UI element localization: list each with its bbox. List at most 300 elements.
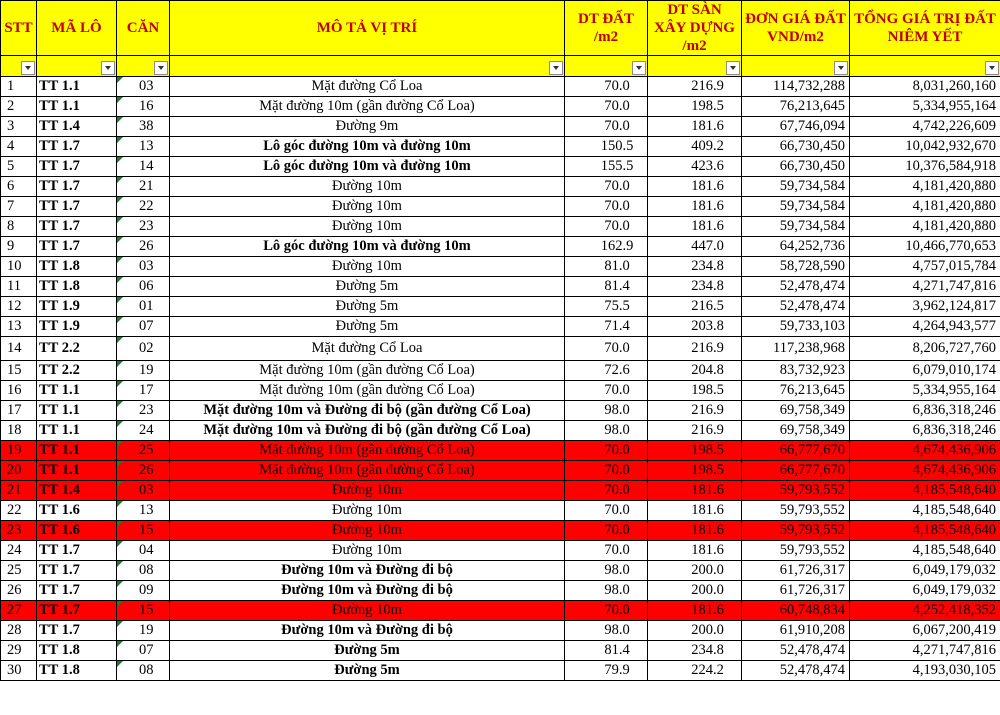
row-don-gia[interactable]: 59,734,584 (742, 217, 850, 237)
row-stt[interactable]: 27 (1, 601, 37, 621)
row-don-gia[interactable]: 59,734,584 (742, 177, 850, 197)
row-tong-gia[interactable]: 6,836,318,246 (850, 401, 1000, 421)
row-tong-gia[interactable]: 4,674,436,906 (850, 461, 1000, 481)
row-mo-ta[interactable]: Lô góc đường 10m và đường 10m (170, 237, 565, 257)
row-ma-lo[interactable]: TT 1.7 (37, 541, 117, 561)
filter-row (1, 56, 1000, 77)
row-ma-lo[interactable]: TT 1.8 (37, 277, 117, 297)
table-row (1, 97, 1000, 117)
table-row (1, 337, 1000, 361)
row-dt-san[interactable]: 423.6 (648, 157, 742, 177)
row-dt-dat[interactable]: 98.0 (565, 561, 648, 581)
row-ma-lo[interactable]: TT 1.7 (37, 197, 117, 217)
row-mo-ta[interactable]: Đường 5m (170, 297, 565, 317)
row-mo-ta[interactable]: Đường 5m (170, 277, 565, 297)
row-dt-dat[interactable]: 81.4 (565, 277, 648, 297)
row-dt-san[interactable]: 198.5 (648, 461, 742, 481)
row-stt[interactable]: 16 (1, 381, 37, 401)
row-tong-gia[interactable]: 4,185,548,640 (850, 481, 1000, 501)
row-tong-gia[interactable]: 6,079,010,174 (850, 361, 1000, 381)
row-can[interactable] (117, 361, 170, 381)
row-can-value: 09 (139, 582, 154, 598)
row-tong-gia[interactable]: 10,466,770,653 (850, 237, 1000, 257)
row-dt-dat[interactable]: 162.9 (565, 237, 648, 257)
row-ma-lo[interactable]: TT 1.8 (37, 641, 117, 661)
row-dt-dat[interactable]: 150.5 (565, 137, 648, 157)
row-dt-dat[interactable]: 98.0 (565, 621, 648, 641)
row-dt-san[interactable]: 181.6 (648, 117, 742, 137)
row-tong-gia[interactable]: 10,042,932,670 (850, 137, 1000, 157)
row-dt-dat[interactable]: 70.0 (565, 461, 648, 481)
row-ma-lo[interactable]: TT 1.4 (37, 481, 117, 501)
row-stt[interactable]: 29 (1, 641, 37, 661)
row-can[interactable] (117, 381, 170, 401)
row-mo-ta[interactable]: Đường 10m (170, 177, 565, 197)
row-tong-gia[interactable]: 4,181,420,880 (850, 217, 1000, 237)
row-can-value: 07 (139, 318, 154, 334)
row-ma-lo[interactable]: TT 1.9 (37, 297, 117, 317)
row-dt-san[interactable]: 181.6 (648, 601, 742, 621)
table-row (1, 217, 1000, 237)
row-don-gia[interactable]: 59,733,103 (742, 317, 850, 337)
row-don-gia[interactable]: 76,213,645 (742, 97, 850, 117)
row-dt-san[interactable]: 198.5 (648, 441, 742, 461)
row-stt[interactable]: 30 (1, 661, 37, 681)
comment-marker-icon (117, 257, 123, 263)
row-ma-lo[interactable]: TT 1.4 (37, 117, 117, 137)
row-can[interactable] (117, 581, 170, 601)
row-can-value: 08 (139, 562, 154, 578)
row-tong-gia[interactable]: 4,271,747,816 (850, 277, 1000, 297)
row-dt-san[interactable]: 216.9 (648, 421, 742, 441)
row-stt[interactable]: 18 (1, 421, 37, 441)
row-dt-dat[interactable]: 70.0 (565, 117, 648, 137)
row-dt-san[interactable]: 216.5 (648, 297, 742, 317)
row-don-gia[interactable]: 61,910,208 (742, 621, 850, 641)
filter-dropdown-icon[interactable] (985, 61, 999, 75)
row-don-gia[interactable]: 61,726,317 (742, 561, 850, 581)
row-can-value: 23 (139, 218, 154, 234)
row-dt-san[interactable]: 200.0 (648, 581, 742, 601)
header-row (1, 1, 1000, 56)
row-can[interactable] (117, 441, 170, 461)
row-tong-gia[interactable]: 4,193,030,105 (850, 661, 1000, 681)
row-tong-gia[interactable]: 8,206,727,760 (850, 337, 1000, 361)
row-mo-ta[interactable]: Đường 10m và Đường đi bộ (170, 621, 565, 641)
row-can[interactable] (117, 621, 170, 641)
row-can[interactable] (117, 337, 170, 361)
row-ma-lo[interactable]: TT 2.2 (37, 361, 117, 381)
row-stt[interactable]: 17 (1, 401, 37, 421)
row-can[interactable] (117, 401, 170, 421)
header-ma-lo: MÃ LÔ (37, 1, 117, 56)
row-dt-dat[interactable]: 70.0 (565, 601, 648, 621)
row-ma-lo[interactable]: TT 1.6 (37, 501, 117, 521)
row-ma-lo[interactable]: TT 1.7 (37, 157, 117, 177)
row-mo-ta[interactable]: Đường 5m (170, 317, 565, 337)
comment-marker-icon (117, 197, 123, 203)
row-dt-dat[interactable]: 81.0 (565, 257, 648, 277)
row-can[interactable] (117, 641, 170, 661)
row-tong-gia[interactable]: 4,181,420,880 (850, 177, 1000, 197)
comment-marker-icon (117, 297, 123, 303)
row-ma-lo[interactable]: TT 1.6 (37, 521, 117, 541)
comment-marker-icon (117, 581, 123, 587)
row-mo-ta[interactable]: Đường 5m (170, 641, 565, 661)
row-mo-ta[interactable]: Mặt đường 10m (gần đường Cổ Loa) (170, 441, 565, 461)
row-can[interactable] (117, 461, 170, 481)
row-tong-gia[interactable]: 6,049,179,032 (850, 561, 1000, 581)
row-dt-san[interactable]: 181.6 (648, 521, 742, 541)
row-can-value: 15 (139, 602, 154, 618)
row-dt-dat[interactable]: 70.0 (565, 197, 648, 217)
row-ma-lo[interactable]: TT 1.1 (37, 401, 117, 421)
row-tong-gia[interactable]: 5,334,955,164 (850, 381, 1000, 401)
row-mo-ta[interactable]: Mặt đường 10m (gần đường Cổ Loa) (170, 381, 565, 401)
row-stt[interactable]: 23 (1, 521, 37, 541)
row-can[interactable] (117, 157, 170, 177)
row-ma-lo[interactable]: TT 2.2 (37, 337, 117, 361)
row-can-value: 03 (139, 258, 154, 274)
row-stt[interactable]: 5 (1, 157, 37, 177)
table-row (1, 197, 1000, 217)
row-ma-lo[interactable]: TT 1.9 (37, 317, 117, 337)
table-row (1, 441, 1000, 461)
row-dt-dat[interactable]: 70.0 (565, 97, 648, 117)
row-stt[interactable]: 26 (1, 581, 37, 601)
row-dt-dat[interactable]: 98.0 (565, 401, 648, 421)
table-row (1, 541, 1000, 561)
row-stt[interactable]: 24 (1, 541, 37, 561)
row-tong-gia[interactable]: 10,376,584,918 (850, 157, 1000, 177)
row-can[interactable] (117, 257, 170, 277)
row-don-gia[interactable]: 52,478,474 (742, 297, 850, 317)
row-stt[interactable]: 22 (1, 501, 37, 521)
header-tong-gia: TỔNG GIÁ TRỊ ĐẤT NIÊM YẾT (850, 1, 1000, 56)
row-can-value: 26 (139, 238, 154, 254)
row-mo-ta[interactable]: Đường 10m và Đường đi bộ (170, 561, 565, 581)
row-dt-dat[interactable]: 155.5 (565, 157, 648, 177)
row-ma-lo[interactable]: TT 1.1 (37, 461, 117, 481)
row-dt-san[interactable]: 200.0 (648, 561, 742, 581)
row-can[interactable] (117, 521, 170, 541)
row-dt-san[interactable]: 181.6 (648, 481, 742, 501)
row-mo-ta[interactable]: Lô góc đường 10m và đường 10m (170, 157, 565, 177)
row-dt-dat[interactable]: 79.9 (565, 661, 648, 681)
comment-marker-icon (117, 337, 123, 343)
row-dt-san[interactable]: 181.6 (648, 541, 742, 561)
row-tong-gia[interactable]: 4,185,548,640 (850, 501, 1000, 521)
row-can-value: 17 (139, 382, 154, 398)
row-don-gia[interactable]: 61,726,317 (742, 581, 850, 601)
row-tong-gia[interactable]: 5,334,955,164 (850, 97, 1000, 117)
comment-marker-icon (117, 317, 123, 323)
row-dt-dat[interactable]: 70.0 (565, 337, 648, 361)
row-dt-san[interactable]: 181.6 (648, 217, 742, 237)
comment-marker-icon (117, 217, 123, 223)
row-don-gia[interactable]: 66,730,450 (742, 137, 850, 157)
row-tong-gia[interactable]: 4,271,747,816 (850, 641, 1000, 661)
row-stt[interactable]: 8 (1, 217, 37, 237)
row-ma-lo[interactable]: TT 1.8 (37, 661, 117, 681)
row-ma-lo[interactable]: TT 1.1 (37, 97, 117, 117)
row-don-gia[interactable]: 58,728,590 (742, 257, 850, 277)
row-mo-ta[interactable]: Đường 10m (170, 521, 565, 541)
row-mo-ta[interactable]: Đường 10m (170, 257, 565, 277)
filter-dropdown-icon[interactable] (101, 61, 115, 75)
row-ma-lo[interactable]: TT 1.7 (37, 621, 117, 641)
row-dt-dat[interactable]: 72.6 (565, 361, 648, 381)
row-stt[interactable]: 7 (1, 197, 37, 217)
filter-dropdown-icon[interactable] (549, 61, 563, 75)
row-stt[interactable]: 15 (1, 361, 37, 381)
row-can[interactable] (117, 177, 170, 197)
row-ma-lo[interactable]: TT 1.7 (37, 137, 117, 157)
row-don-gia[interactable]: 83,732,923 (742, 361, 850, 381)
row-mo-ta[interactable]: Đường 10m (170, 541, 565, 561)
row-dt-san[interactable]: 234.8 (648, 257, 742, 277)
row-can[interactable] (117, 561, 170, 581)
table-row (1, 421, 1000, 441)
row-can-value: 15 (139, 522, 154, 538)
row-don-gia[interactable]: 69,758,349 (742, 401, 850, 421)
row-mo-ta[interactable]: Đường 10m (170, 601, 565, 621)
row-mo-ta[interactable]: Mặt đường Cổ Loa (170, 77, 565, 97)
comment-marker-icon (117, 541, 123, 547)
row-stt[interactable]: 9 (1, 237, 37, 257)
row-dt-san[interactable]: 234.8 (648, 641, 742, 661)
row-ma-lo[interactable]: TT 1.1 (37, 77, 117, 97)
row-don-gia[interactable]: 114,732,288 (742, 77, 850, 97)
row-ma-lo[interactable]: TT 1.1 (37, 421, 117, 441)
row-can[interactable] (117, 197, 170, 217)
row-mo-ta[interactable]: Đường 5m (170, 661, 565, 681)
filter-dropdown-icon[interactable] (632, 61, 646, 75)
row-ma-lo[interactable]: TT 1.1 (37, 381, 117, 401)
row-mo-ta[interactable]: Mặt đường Cổ Loa (170, 337, 565, 361)
row-ma-lo[interactable]: TT 1.7 (37, 601, 117, 621)
row-dt-san[interactable]: 204.8 (648, 361, 742, 381)
row-tong-gia[interactable]: 4,185,548,640 (850, 521, 1000, 541)
row-mo-ta[interactable]: Mặt đường 10m và Đường đi bộ (gần đường Cổ Loa) (170, 421, 565, 441)
comment-marker-icon (117, 661, 123, 667)
row-dt-san[interactable]: 216.9 (648, 77, 742, 97)
row-stt[interactable]: 25 (1, 561, 37, 581)
comment-marker-icon (117, 641, 123, 647)
comment-marker-icon (117, 277, 123, 283)
comment-marker-icon (117, 621, 123, 627)
row-tong-gia[interactable]: 4,674,436,906 (850, 441, 1000, 461)
row-dt-san[interactable]: 198.5 (648, 97, 742, 117)
row-stt[interactable]: 2 (1, 97, 37, 117)
row-don-gia[interactable]: 60,748,834 (742, 601, 850, 621)
row-dt-san[interactable]: 447.0 (648, 237, 742, 257)
row-can[interactable] (117, 661, 170, 681)
row-dt-dat[interactable]: 70.0 (565, 381, 648, 401)
row-don-gia[interactable]: 64,252,736 (742, 237, 850, 257)
table-row (1, 77, 1000, 97)
row-dt-dat[interactable]: 70.0 (565, 441, 648, 461)
row-tong-gia[interactable]: 4,742,226,609 (850, 117, 1000, 137)
row-stt[interactable]: 4 (1, 137, 37, 157)
row-can-value: 38 (139, 118, 154, 134)
comment-marker-icon (117, 381, 123, 387)
table-row (1, 277, 1000, 297)
row-dt-dat[interactable]: 70.0 (565, 177, 648, 197)
row-stt[interactable]: 20 (1, 461, 37, 481)
row-can[interactable] (117, 501, 170, 521)
row-don-gia[interactable]: 52,478,474 (742, 641, 850, 661)
row-tong-gia[interactable]: 4,264,943,577 (850, 317, 1000, 337)
row-dt-san[interactable]: 409.2 (648, 137, 742, 157)
row-tong-gia[interactable]: 4,185,548,640 (850, 541, 1000, 561)
row-can[interactable] (117, 601, 170, 621)
row-stt[interactable]: 19 (1, 441, 37, 461)
row-don-gia[interactable]: 66,730,450 (742, 157, 850, 177)
row-ma-lo[interactable]: TT 1.8 (37, 257, 117, 277)
row-don-gia[interactable]: 52,478,474 (742, 661, 850, 681)
comment-marker-icon (117, 561, 123, 567)
row-dt-dat[interactable]: 70.0 (565, 521, 648, 541)
comment-marker-icon (117, 97, 123, 103)
table-row (1, 641, 1000, 661)
row-dt-san[interactable]: 198.5 (648, 381, 742, 401)
row-can-value: 07 (139, 642, 154, 658)
row-can-value: 16 (139, 98, 154, 114)
row-stt[interactable]: 10 (1, 257, 37, 277)
row-mo-ta[interactable]: Mặt đường 10m (gần đường Cổ Loa) (170, 461, 565, 481)
row-tong-gia[interactable]: 3,962,124,817 (850, 297, 1000, 317)
row-stt[interactable]: 13 (1, 317, 37, 337)
row-tong-gia[interactable]: 4,181,420,880 (850, 197, 1000, 217)
row-don-gia[interactable]: 59,793,552 (742, 521, 850, 541)
row-can-value: 13 (139, 502, 154, 518)
row-can[interactable] (117, 421, 170, 441)
row-dt-dat[interactable]: 98.0 (565, 421, 648, 441)
filter-dropdown-icon[interactable] (21, 61, 35, 75)
row-dt-dat[interactable]: 70.0 (565, 501, 648, 521)
row-don-gia[interactable]: 66,777,670 (742, 441, 850, 461)
row-can[interactable] (117, 97, 170, 117)
row-dt-dat[interactable]: 98.0 (565, 581, 648, 601)
row-dt-san[interactable]: 181.6 (648, 177, 742, 197)
row-tong-gia[interactable]: 6,067,200,419 (850, 621, 1000, 641)
row-can[interactable] (117, 217, 170, 237)
filter-dropdown-icon[interactable] (726, 61, 740, 75)
comment-marker-icon (117, 157, 123, 163)
row-dt-dat[interactable]: 70.0 (565, 481, 648, 501)
row-can[interactable] (117, 137, 170, 157)
row-dt-san[interactable]: 181.6 (648, 197, 742, 217)
row-dt-san[interactable]: 200.0 (648, 621, 742, 641)
row-mo-ta[interactable]: Đường 10m (170, 197, 565, 217)
row-don-gia[interactable]: 52,478,474 (742, 277, 850, 297)
row-can[interactable] (117, 541, 170, 561)
row-dt-san[interactable]: 216.9 (648, 401, 742, 421)
row-mo-ta[interactable]: Mặt đường 10m (gần đường Cổ Loa) (170, 361, 565, 381)
row-tong-gia[interactable]: 6,049,179,032 (850, 581, 1000, 601)
row-dt-dat[interactable]: 70.0 (565, 217, 648, 237)
row-dt-dat[interactable]: 75.5 (565, 297, 648, 317)
row-tong-gia[interactable]: 4,252,418,352 (850, 601, 1000, 621)
row-dt-dat[interactable]: 81.4 (565, 641, 648, 661)
row-don-gia[interactable]: 117,238,968 (742, 337, 850, 361)
table-row (1, 601, 1000, 621)
row-stt[interactable]: 3 (1, 117, 37, 137)
row-stt[interactable]: 6 (1, 177, 37, 197)
row-ma-lo[interactable]: TT 1.7 (37, 581, 117, 601)
table-row (1, 401, 1000, 421)
row-mo-ta[interactable]: Đường 10m và Đường đi bộ (170, 581, 565, 601)
table-row (1, 157, 1000, 177)
row-ma-lo[interactable]: TT 1.7 (37, 561, 117, 581)
row-can[interactable] (117, 481, 170, 501)
row-mo-ta[interactable]: Lô góc đường 10m và đường 10m (170, 137, 565, 157)
row-can[interactable] (117, 317, 170, 337)
row-mo-ta[interactable]: Đường 10m (170, 217, 565, 237)
comment-marker-icon (117, 361, 123, 367)
row-dt-san[interactable]: 216.9 (648, 337, 742, 361)
row-don-gia[interactable]: 59,734,584 (742, 197, 850, 217)
row-don-gia[interactable]: 66,777,670 (742, 461, 850, 481)
row-don-gia[interactable]: 59,793,552 (742, 481, 850, 501)
row-dt-san[interactable]: 181.6 (648, 501, 742, 521)
row-can[interactable] (117, 117, 170, 137)
row-dt-san[interactable]: 224.2 (648, 661, 742, 681)
row-ma-lo[interactable]: TT 1.7 (37, 177, 117, 197)
row-can[interactable] (117, 237, 170, 257)
row-mo-ta[interactable]: Mặt đường 10m (gần đường Cổ Loa) (170, 97, 565, 117)
row-stt[interactable]: 1 (1, 77, 37, 97)
row-mo-ta[interactable]: Đường 9m (170, 117, 565, 137)
table-row (1, 501, 1000, 521)
row-tong-gia[interactable]: 4,757,015,784 (850, 257, 1000, 277)
row-dt-dat[interactable]: 70.0 (565, 541, 648, 561)
row-stt[interactable]: 12 (1, 297, 37, 317)
header-stt: STT (1, 1, 37, 56)
filter-dropdown-icon[interactable] (154, 61, 168, 75)
row-can[interactable] (117, 297, 170, 317)
row-can[interactable] (117, 277, 170, 297)
row-tong-gia[interactable]: 8,031,260,160 (850, 77, 1000, 97)
row-dt-san[interactable]: 234.8 (648, 277, 742, 297)
header-dt-san: DT SÀN XÂY DỰNG /m2 (648, 1, 742, 56)
row-stt[interactable]: 14 (1, 337, 37, 361)
header-dt-dat: DT ĐẤT /m2 (565, 1, 648, 56)
row-ma-lo[interactable]: TT 1.1 (37, 441, 117, 461)
row-mo-ta[interactable]: Đường 10m (170, 501, 565, 521)
row-dt-san[interactable]: 203.8 (648, 317, 742, 337)
row-ma-lo[interactable]: TT 1.7 (37, 237, 117, 257)
row-stt[interactable]: 11 (1, 277, 37, 297)
row-dt-dat[interactable]: 71.4 (565, 317, 648, 337)
row-mo-ta[interactable]: Đường 10m (170, 481, 565, 501)
row-stt[interactable]: 21 (1, 481, 37, 501)
table-row (1, 361, 1000, 381)
row-ma-lo[interactable]: TT 1.7 (37, 217, 117, 237)
filter-dropdown-icon[interactable] (834, 61, 848, 75)
row-stt[interactable]: 28 (1, 621, 37, 641)
row-don-gia[interactable]: 59,793,552 (742, 501, 850, 521)
row-don-gia[interactable]: 76,213,645 (742, 381, 850, 401)
row-mo-ta[interactable]: Mặt đường 10m và Đường đi bộ (gần đường Cổ Loa) (170, 401, 565, 421)
row-dt-dat[interactable]: 70.0 (565, 77, 648, 97)
row-don-gia[interactable]: 59,793,552 (742, 541, 850, 561)
row-don-gia[interactable]: 69,758,349 (742, 421, 850, 441)
row-tong-gia[interactable]: 6,836,318,246 (850, 421, 1000, 441)
row-can[interactable] (117, 77, 170, 97)
row-don-gia[interactable]: 67,746,094 (742, 117, 850, 137)
